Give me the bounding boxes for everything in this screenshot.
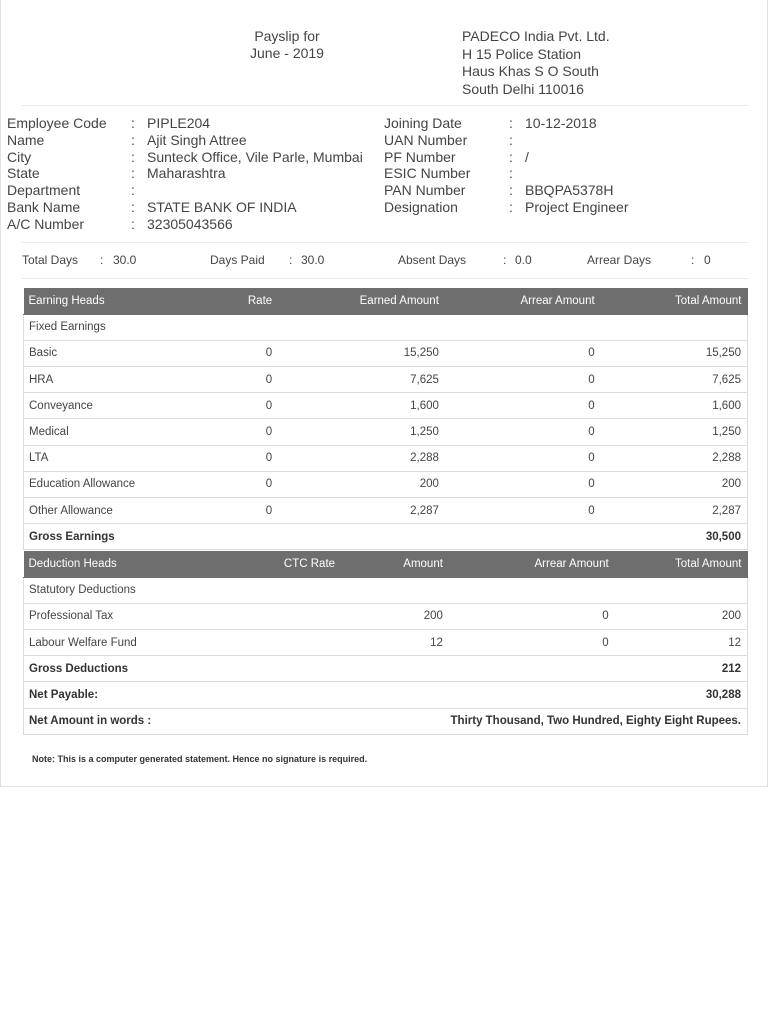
col-earning-heads: Earning Heads <box>24 288 184 314</box>
earning-head: Education Allowance <box>24 471 184 497</box>
employee-info-left-values <box>147 115 363 233</box>
earning-head: Basic <box>24 340 184 366</box>
days-paid-value: 30.0 <box>301 253 325 267</box>
value-name: Ajit Singh Attree <box>147 131 247 148</box>
earning-arrear: 0 <box>445 340 601 366</box>
earning-rate: 0 <box>183 498 278 524</box>
net-payable-label: Net Payable: <box>24 682 615 708</box>
payslip-title-line1: Payslip for <box>254 28 320 44</box>
earning-earned: 2,288 <box>278 445 445 471</box>
value-department <box>147 182 363 199</box>
colon: : <box>289 253 293 267</box>
deduction-amount: 200 <box>341 603 449 629</box>
col-total-amount: Total Amount <box>601 288 748 314</box>
table-row <box>24 340 748 366</box>
value-ac-number: 32305043566 <box>147 215 233 232</box>
deductions-table <box>23 551 748 735</box>
label-designation: Designation <box>384 198 458 215</box>
colon: : <box>509 198 513 215</box>
earning-head: Other Allowance <box>24 498 184 524</box>
col-amount: Amount <box>341 551 449 577</box>
earning-head: Conveyance <box>24 393 184 419</box>
value-joining-date: 10-12-2018 <box>525 115 597 131</box>
earning-arrear: 0 <box>445 367 601 393</box>
earning-head: HRA <box>24 367 184 393</box>
earning-head: LTA <box>24 445 184 471</box>
earning-rate: 0 <box>183 340 278 366</box>
colon: : <box>503 253 507 267</box>
label-bank-name: Bank Name <box>7 198 81 215</box>
colon: : <box>131 165 135 182</box>
label-uan-number: UAN Number <box>384 131 468 148</box>
label-esic-number: ESIC Number <box>384 165 471 182</box>
earning-total: 2,287 <box>601 498 748 524</box>
section-fixed-earnings: Fixed Earnings <box>24 314 748 340</box>
label-state: State <box>7 165 40 182</box>
label-pan-number: PAN Number <box>384 182 466 199</box>
value-uan-number <box>525 132 629 149</box>
earning-head: Medical <box>24 419 184 445</box>
info-divider <box>21 242 748 243</box>
label-joining-date: Joining Date <box>384 115 462 131</box>
colon: : <box>691 253 695 267</box>
earning-arrear: 0 <box>445 498 601 524</box>
colon: : <box>509 131 513 148</box>
label-name: Name <box>7 131 45 148</box>
net-payable-row <box>24 682 748 708</box>
col-deduction-heads: Deduction Heads <box>24 551 184 577</box>
earning-total: 7,625 <box>601 367 748 393</box>
earning-total: 200 <box>601 471 748 497</box>
company-address-line1: H 15 Police Station <box>462 45 582 62</box>
earning-rate: 0 <box>183 471 278 497</box>
earning-earned: 7,625 <box>278 367 445 393</box>
absent-days-value: 0.0 <box>515 253 532 267</box>
earning-rate: 0 <box>183 393 278 419</box>
earning-earned: 15,250 <box>278 340 445 366</box>
col-total-amount: Total Amount <box>615 551 748 577</box>
table-row <box>24 471 748 497</box>
earning-total: 1,250 <box>601 419 748 445</box>
label-employee-code: Employee Code <box>7 115 107 131</box>
label-ac-number: A/C Number <box>7 215 85 232</box>
earning-arrear: 0 <box>445 419 601 445</box>
header-divider <box>21 105 748 106</box>
earnings-table <box>23 288 748 550</box>
table-row <box>24 630 748 656</box>
label-department: Department <box>7 182 81 199</box>
earning-total: 2,288 <box>601 445 748 471</box>
days-paid-label: Days Paid <box>210 253 265 267</box>
deductions-header-row <box>24 551 748 577</box>
label-city: City <box>7 148 32 165</box>
value-pan-number: BBQPA5378H <box>525 182 614 199</box>
deduction-arrear: 0 <box>449 630 615 656</box>
footer-note: Note: This is a computer generated statement. Hence no signature is required. <box>32 754 368 764</box>
section-row <box>24 314 748 340</box>
employee-info-right-colons <box>509 115 513 216</box>
net-words-row <box>24 708 748 734</box>
company-address-line3: South Delhi 110016 <box>462 80 584 97</box>
employee-info-left <box>7 115 107 233</box>
employee-info-right <box>384 115 470 216</box>
earnings-header-row <box>24 288 748 314</box>
net-words-value: Thirty Thousand, Two Hundred, Eighty Eight Rupees. <box>341 708 747 734</box>
earning-total: 1,600 <box>601 393 748 419</box>
colon: : <box>509 148 513 165</box>
arrear-days-value: 0 <box>704 253 711 267</box>
col-rate: Rate <box>183 288 278 314</box>
earning-earned: 1,250 <box>278 419 445 445</box>
arrear-days-label: Arrear Days <box>587 253 652 267</box>
table-row <box>24 393 748 419</box>
deduction-ctc-rate <box>183 603 341 629</box>
gross-earnings-label: Gross Earnings <box>24 524 601 550</box>
deduction-head: Professional Tax <box>24 603 184 629</box>
earning-arrear: 0 <box>445 471 601 497</box>
table-row <box>24 445 748 471</box>
section-row <box>24 577 748 603</box>
gross-earnings-row <box>24 524 748 550</box>
value-employee-code: PIPLE204 <box>147 115 211 131</box>
value-esic-number <box>525 165 629 182</box>
colon: : <box>131 198 135 215</box>
colon: : <box>131 115 135 131</box>
earning-earned: 2,287 <box>278 498 445 524</box>
net-words-label: Net Amount in words : <box>24 708 342 734</box>
net-payable-value: 30,288 <box>615 682 748 708</box>
label-pf-number: PF Number <box>384 148 456 165</box>
value-designation: Project Engineer <box>525 198 629 215</box>
value-pf-number: / <box>525 148 529 165</box>
payslip-title <box>241 28 333 61</box>
value-bank-name: STATE BANK OF INDIA <box>147 198 297 215</box>
deduction-total: 200 <box>615 603 748 629</box>
colon: : <box>509 115 513 131</box>
days-divider <box>21 278 748 279</box>
table-row <box>24 603 748 629</box>
section-statutory-deductions: Statutory Deductions <box>24 577 748 603</box>
payslip-period: June - 2019 <box>250 44 324 61</box>
deduction-head: Labour Welfare Fund <box>24 630 184 656</box>
table-row <box>24 419 748 445</box>
earning-total: 15,250 <box>601 340 748 366</box>
total-days-label: Total Days <box>22 253 79 267</box>
earning-arrear: 0 <box>445 393 601 419</box>
deduction-ctc-rate <box>183 630 341 656</box>
earning-arrear: 0 <box>445 445 601 471</box>
col-ctc-rate: CTC Rate <box>183 551 341 577</box>
earning-earned: 1,600 <box>278 393 445 419</box>
earning-rate: 0 <box>183 445 278 471</box>
colon: : <box>509 165 513 182</box>
colon: : <box>509 182 513 199</box>
col-earned-amount: Earned Amount <box>278 288 445 314</box>
table-row <box>24 367 748 393</box>
company-name: PADECO India Pvt. Ltd. <box>462 28 610 44</box>
total-days-value: 30.0 <box>113 253 137 267</box>
colon: : <box>131 182 135 199</box>
col-arrear-amount: Arrear Amount <box>445 288 601 314</box>
earning-rate: 0 <box>183 419 278 445</box>
company-address-line2: Haus Khas S O South <box>462 63 599 79</box>
value-state: Maharashtra <box>147 165 226 182</box>
table-row <box>24 498 748 524</box>
gross-deductions-value: 212 <box>615 656 748 682</box>
gross-deductions-label: Gross Deductions <box>24 656 615 682</box>
employee-info-right-values <box>525 115 629 216</box>
gross-deductions-row <box>24 656 748 682</box>
deduction-arrear: 0 <box>449 603 615 629</box>
colon: : <box>131 148 135 165</box>
colon: : <box>131 131 135 148</box>
absent-days-label: Absent Days <box>398 253 467 267</box>
company-block <box>462 28 610 98</box>
earning-earned: 200 <box>278 471 445 497</box>
employee-info-left-colons <box>131 115 135 233</box>
gross-earnings-value: 30,500 <box>601 524 748 550</box>
colon: : <box>131 215 135 232</box>
colon: : <box>100 253 104 267</box>
deduction-total: 12 <box>615 630 748 656</box>
value-city: Sunteck Office, Vile Parle, Mumbai <box>147 148 363 165</box>
deduction-amount: 12 <box>341 630 449 656</box>
col-arrear-amount: Arrear Amount <box>449 551 615 577</box>
earning-rate: 0 <box>183 367 278 393</box>
